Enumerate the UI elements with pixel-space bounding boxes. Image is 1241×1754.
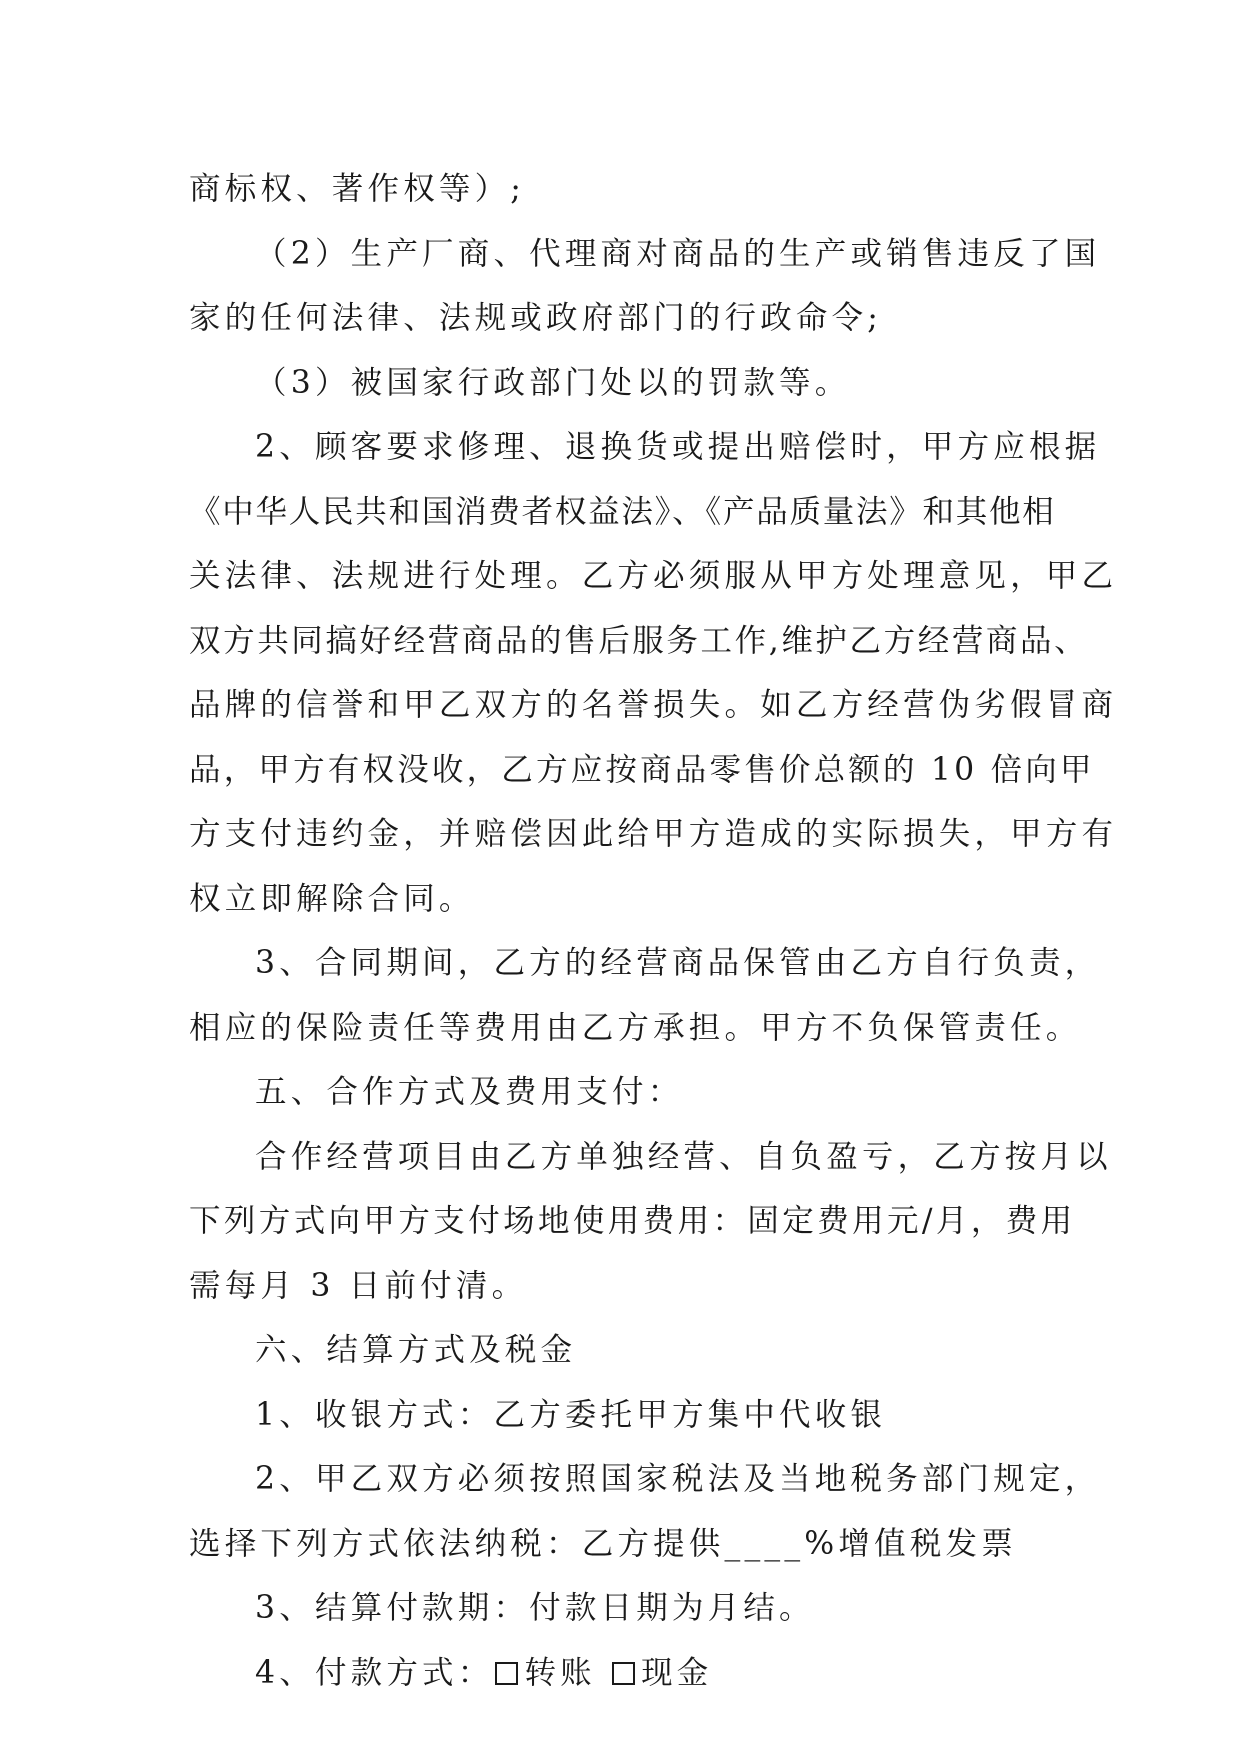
checkbox-cash[interactable] [612, 1662, 635, 1685]
text-line: 双方共同搞好经营商品的售后服务工作,维护乙方经营商品、 [189, 622, 1089, 659]
document-page [189, 157, 1118, 1705]
text-line: 权立即解除合同。 [189, 880, 475, 917]
payment-option-transfer-label: 转账 [524, 1654, 596, 1691]
payment-method-label: 4、付款方式： [255, 1654, 494, 1691]
text-line: 2、顾客要求修理、退换货或提出赔偿时，甲方应根据 [255, 429, 1101, 465]
payment-method-line [189, 1641, 1055, 1706]
payment-option-transfer[interactable] [493, 1641, 595, 1706]
text-line: 选择下列方式依法纳税：乙方提供____%增值税发票 [189, 1525, 1017, 1562]
text-line: 相应的保险责任等费用由乙方承担。甲方不负保管责任。 [189, 1009, 1082, 1046]
text-line: 1、收银方式：乙方委托甲方集中代收银 [255, 1396, 887, 1433]
payment-option-cash[interactable] [610, 1641, 712, 1706]
section-heading: 五、合作方式及费用支付： [255, 1074, 684, 1110]
text-line: 需每月 3 日前付清。 [189, 1267, 528, 1304]
text-line: 2、甲乙双方必须按照国家税法及当地税务部门规定， [255, 1461, 1101, 1497]
text-line: 3、合同期间，乙方的经营商品保管由乙方自行负责， [255, 945, 1101, 981]
text-line: 家的任何法律、法规或政府部门的行政命令; [189, 300, 883, 336]
section-heading: 六、结算方式及税金 [255, 1332, 577, 1368]
text-line: （2）生产厂商、代理商对商品的生产或销售违反了国 [255, 235, 1101, 272]
payment-option-cash-label: 现金 [641, 1654, 713, 1691]
text-line: 品牌的信誉和甲乙双方的名誉损失。如乙方经营伪劣假冒商 [189, 687, 1118, 723]
text-line: 下列方式向甲方支付场地使用费用：固定费用元/月，费用 [189, 1203, 1076, 1239]
text-line: 品，甲方有权没收，乙方应按商品零售价总额的 10 倍向甲 [189, 751, 1095, 788]
text-line: （3）被国家行政部门处以的罚款等。 [255, 364, 851, 401]
text-line: 商标权、著作权等）; [189, 171, 526, 207]
text-line: 合作经营项目由乙方单独经营、自负盈亏，乙方按月以 [255, 1138, 1112, 1175]
text-line: 《中华人民共和国消费者权益法》、《产品质量法》和其他相 [189, 493, 1055, 530]
text-line: 方支付违约金，并赔偿因此给甲方造成的实际损失，甲方有 [189, 816, 1118, 852]
text-line: 关法律、法规进行处理。乙方必须服从甲方处理意见，甲乙 [189, 558, 1118, 594]
text-line: 3、结算付款期：付款日期为月结。 [255, 1590, 815, 1626]
checkbox-transfer[interactable] [495, 1662, 518, 1685]
